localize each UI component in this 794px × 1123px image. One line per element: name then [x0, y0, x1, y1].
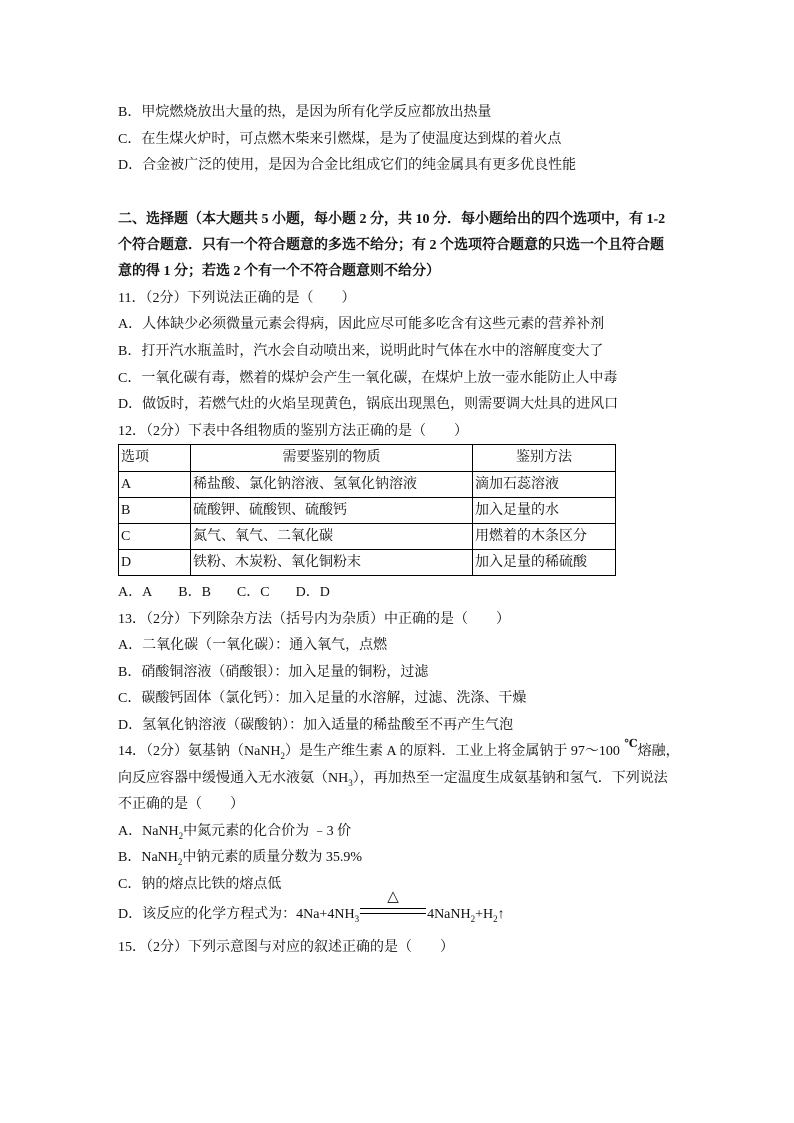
- subscript: 2: [470, 914, 476, 924]
- heating-condition-icon: △: [387, 889, 399, 905]
- q13-option-a: A．二氧化碳（一氧化碳）：通入氧气，点燃: [118, 638, 388, 653]
- reaction-equals-sign: [360, 889, 426, 914]
- table-row: [119, 524, 616, 550]
- text-segment: A．NaNH: [118, 824, 179, 839]
- q13-stem: 13．（2分）下列除杂方法（括号内为杂质）中正确的是（ ）: [118, 612, 510, 627]
- text-segment: +H: [475, 907, 494, 922]
- table-cell: 稀盐酸、氯化钠溶液、氢氧化钠溶液: [191, 472, 473, 498]
- q11-stem: 11．（2分）下列说法正确的是（ ）: [118, 291, 356, 306]
- q14-stem-line-1: [118, 738, 680, 762]
- q13-option-b: B．硝酸铜溶液（硝酸银）：加入足量的铜粉，过滤: [118, 665, 429, 680]
- table-cell: 加入足量的稀硫酸: [473, 550, 616, 576]
- q11-option-d: D．做饭时，若燃气灶的火焰呈现黄色，锅底出现黑色，则需要调大灶具的进风口: [118, 397, 619, 412]
- q12-table: [118, 444, 616, 576]
- text-segment: B．NaNH: [118, 850, 178, 865]
- text-segment: 向反应容器中缓慢通入无水液氨（NH: [118, 771, 349, 786]
- q11-option-c: C．一氧化碳有毒，燃着的煤炉会产生一氧化碳，在煤炉上放一壶水能防止人中毒: [118, 371, 618, 386]
- section-heading-line-3: 意的得 1 分；若选 2 个有一个不符合题意则不给分）: [118, 264, 440, 279]
- q12-stem: 12．（2分）下表中各组物质的鉴别方法正确的是（ ）: [118, 424, 468, 439]
- q11-option-a: A．人体缺少必须微量元素会得病，因此应尽可能多吃含有这些元素的营养补剂: [118, 317, 605, 332]
- text-segment: C．钠的熔点比铁的熔点低: [118, 877, 282, 892]
- q14-option-c: [118, 875, 281, 895]
- q12-choice-b: B．B: [178, 585, 211, 600]
- text-segment: 不正确的是（ ）: [118, 797, 244, 812]
- text-segment: D．该反应的化学方程式为：4Na+4NH: [118, 907, 355, 922]
- text-segment: ）是生产维生素 A 的原料．工业上将金属钠于 97～100: [285, 744, 624, 759]
- table-header-cell: 需要鉴别的物质: [191, 445, 473, 472]
- subscript: 2: [177, 857, 183, 867]
- table-header-cell: 鉴别方法: [473, 445, 616, 472]
- text-segment: 4NaNH: [427, 907, 471, 922]
- table-header-cell: 选项: [119, 445, 191, 472]
- gas-arrow-icon: ↑: [497, 907, 505, 922]
- q14-stem-line-3: [118, 795, 244, 815]
- option-d: D．合金被广泛的使用，是因为合金比组成它们的纯金属具有更多优良性能: [118, 158, 577, 173]
- q15-stem: 15．（2分）下列示意图与对应的叙述正确的是（ ）: [118, 940, 454, 955]
- table-cell: 硫酸钾、硫酸钡、硫酸钙: [191, 498, 473, 524]
- text-segment: 中钠元素的质量分数为 35.9%: [182, 850, 363, 865]
- subscript: 3: [348, 778, 353, 788]
- table-cell: B: [119, 498, 191, 524]
- q14-option-a: [118, 822, 351, 842]
- q12-choice-a: A．A: [118, 585, 153, 600]
- text-segment: 熔融，: [637, 744, 680, 759]
- table-row: [119, 550, 616, 576]
- q12-choice-c: C．C: [236, 585, 270, 600]
- table-cell: 铁粉、木炭粉、氧化铜粉末: [191, 550, 473, 576]
- subscript: 3: [354, 914, 360, 924]
- text-segment: 14．（2分）氨基钠（NaNH: [118, 744, 281, 759]
- subscript: 2: [280, 751, 286, 761]
- option-b: B．甲烷燃烧放出大量的热，是因为所有化学反应都放出热量: [118, 105, 492, 120]
- text-segment: 中氮元素的化合价为 ﹣3 价: [183, 824, 352, 839]
- table-row: [119, 472, 616, 498]
- table-cell: 氮气、氧气、二氧化碳: [191, 524, 473, 550]
- q12-choice-d: D．D: [295, 585, 330, 600]
- table-row: [119, 498, 616, 524]
- q14-option-d: [118, 889, 505, 925]
- section-heading-line-1: 二、选择题（本大题共 5 小题，每小题 2 分，共 10 分．每小题给出的四个选项中，有 1-2: [118, 212, 666, 227]
- section-heading-line-2: 个符合题意．只有一个符合题意的多选不给分；有 2 个选项符合题意的只选一个且符合题: [118, 238, 664, 253]
- table-header-row: [119, 445, 616, 472]
- subscript: 2: [178, 831, 184, 841]
- text-segment: ），再加热至一定温度生成氨基钠和氢气．下列说法: [352, 771, 668, 786]
- table-cell: D: [119, 550, 191, 576]
- option-c: C．在生煤火炉时，可点燃木柴来引燃煤，是为了使温度达到煤的着火点: [118, 132, 562, 147]
- q14-stem-line-2: [118, 769, 668, 789]
- q14-option-b: [118, 848, 362, 868]
- table-cell: A: [119, 472, 191, 498]
- table-cell: 用燃着的木条区分: [473, 524, 616, 550]
- table-cell: C: [119, 524, 191, 550]
- subscript: 2: [493, 914, 498, 924]
- q11-option-b: B．打开汽水瓶盖时，汽水会自动喷出来，说明此时气体在水中的溶解度变大了: [118, 344, 604, 359]
- q13-option-c: C．碳酸钙固体（氯化钙）：加入足量的水溶解，过滤、洗涤、干燥: [118, 691, 527, 706]
- celsius-unit: ℃: [624, 738, 638, 750]
- table-cell: 滴加石蕊溶液: [473, 472, 616, 498]
- q13-option-d: D．氢氧化钠溶液（碳酸钠）：加入适量的稀盐酸至不再产生气泡: [118, 718, 514, 733]
- q12-choices: [118, 583, 356, 603]
- table-cell: 加入足量的水: [473, 498, 616, 524]
